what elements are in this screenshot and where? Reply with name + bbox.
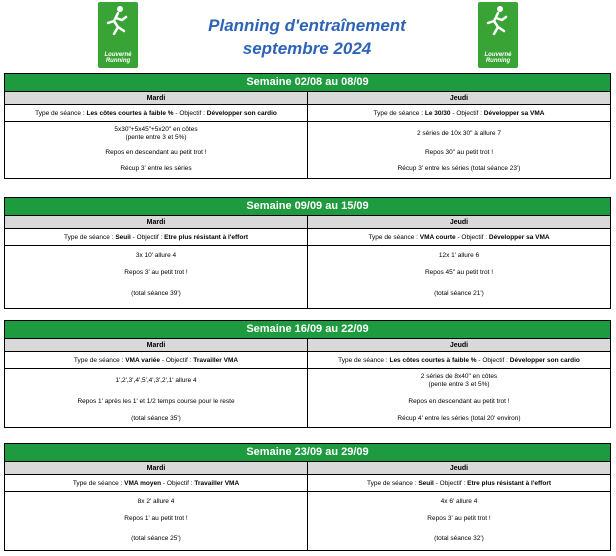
title-line2: septembre 2024: [242, 39, 372, 58]
session-type: Type de séance : Seuil - Objectif : Etre plus résistant à l'effort: [307, 475, 610, 492]
logo-text: [484, 52, 511, 68]
page-header: [0, 0, 616, 72]
runner-icon: [484, 5, 512, 35]
day-label: Jeudi: [307, 339, 610, 352]
session-details: 4x 6' allure 4 Repos 3' au petit trot ! (total séance 32'): [307, 492, 610, 550]
session-type: Type de séance : Les côtes courtes à faible % - Objectif : Développer son cardio: [307, 352, 610, 369]
week-title: Semaine 23/09 au 29/09: [5, 444, 610, 462]
week-table: [4, 320, 611, 428]
logo-text-line1: Louverné: [104, 52, 132, 58]
session-details: 3x 10' allure 4 Repos 3' au petit trot ! (total séance 39'): [124, 252, 188, 297]
week-title: Semaine 02/08 au 08/09: [5, 74, 610, 92]
day-label: Mardi: [5, 462, 307, 475]
runner-icon: [104, 5, 132, 35]
week-title: Semaine 16/09 au 22/09: [5, 321, 610, 339]
session-details: 12x 1' allure 6 Repos 45" au petit trot ! (total séance 21'): [307, 246, 610, 308]
session-details: 8x 2' allure 4 Repos 1' au petit trot ! (total séance 25'): [124, 498, 188, 542]
session-type: Type de séance : VMA variée - Objectif : Travailler VMA: [5, 352, 307, 369]
session-details: 2 séries de 8x40" en côtes (pente entre 3 et 5%) Repos en descendant au petit trot ! Récup 4' entre les séries (total 20' environ): [307, 369, 610, 427]
logo-text-line2: Running: [485, 58, 511, 64]
session-type: Type de séance : Seuil - Objectif : Etre plus résistant à l'effort: [5, 229, 307, 246]
day-label: Mardi: [5, 216, 307, 229]
week-title: Semaine 09/09 au 15/09: [5, 198, 610, 216]
club-logo-right: [478, 2, 518, 68]
day-label: Mardi: [5, 339, 307, 352]
session-type: Type de séance : Le 30/30 - Objectif : Développer sa VMA: [307, 105, 610, 122]
session-type: Type de séance : VMA courte - Objectif : Développer sa VMA: [307, 229, 610, 246]
session-details: 2 séries de 10x 30" à allure 7 Repos 30" au petit trot ! Récup 3' entre les séries (total séance 23'): [307, 122, 610, 178]
day-label: Jeudi: [307, 216, 610, 229]
session-type: Type de séance : Les côtes courtes à faible % - Objectif : Développer son cardio: [5, 105, 307, 122]
title-line1: Planning d'entraînement: [208, 16, 406, 35]
session-details: 1',2',3',4',5',4',3',2',1' allure 4 Repos 1' après les 1' et 1/2 temps course pour le reste (total séance 35'): [77, 377, 235, 422]
day-label: Jeudi: [307, 462, 610, 475]
logo-text: [104, 52, 131, 68]
week-table: [4, 443, 611, 551]
day-label: Mardi: [5, 92, 307, 105]
page-title: [140, 14, 474, 60]
logo-text-line2: Running: [105, 58, 131, 64]
day-label: Jeudi: [307, 92, 610, 105]
logo-text-line1: Louverné: [484, 52, 512, 58]
week-table: [4, 197, 611, 309]
session-details: 5x30"+5x45"+5x20" en côtes (pente entre 3 et 5%) Repos en descendant au petit trot ! Récup 3' entre les séries: [105, 126, 207, 172]
session-type: Type de séance : VMA moyen - Objectif : Travailler VMA: [5, 475, 307, 492]
week-table: [4, 73, 611, 179]
club-logo-left: [98, 2, 138, 68]
